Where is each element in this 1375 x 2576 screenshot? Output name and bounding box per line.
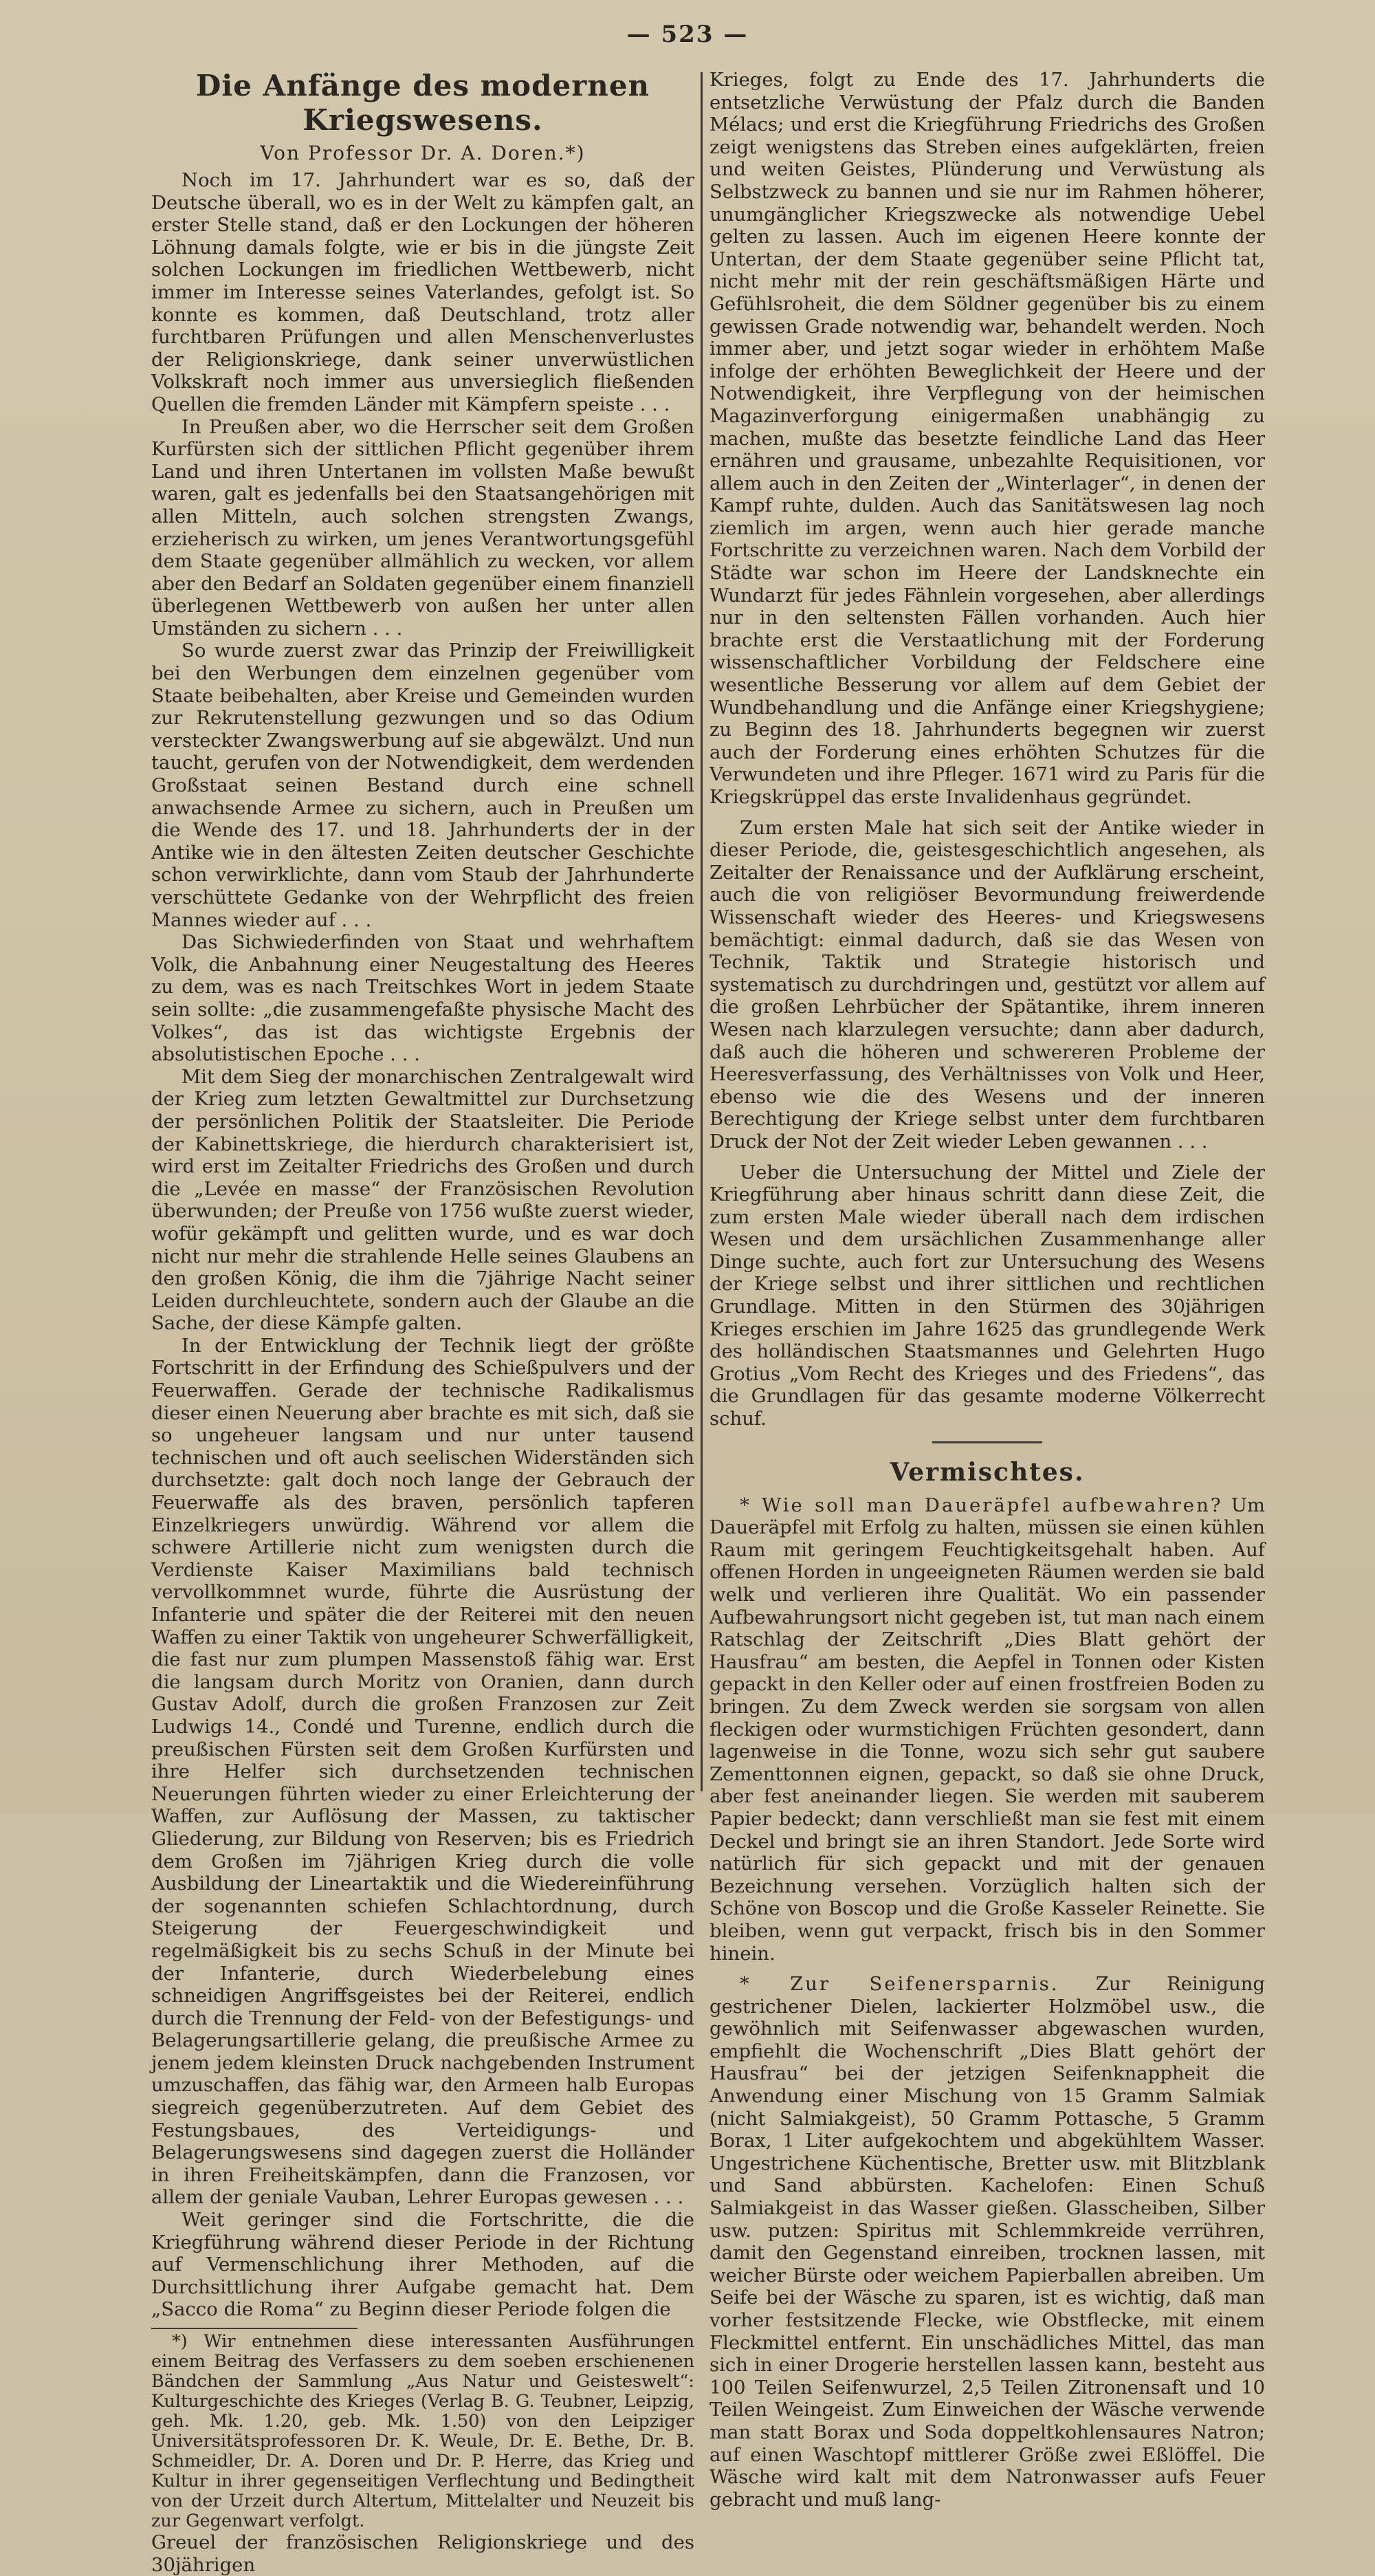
article-paragraph: Ueber die Untersuchung der Mittel und Ziele der Kriegführung aber hinaus schritt dann diese Zeit, die zum ersten Male wieder überall nach dem irdischen Wesen und dem ursächlichen Zusammenhange aller Dinge suchte, auch fort zur Untersuchung des Wesens der Kriege selbst und ihrer sittlichen und rechtlichen Grundlage. Mitten in den Stürmen des 30jährigen Krieges erschien im Jahre 1625 das grundlegende Werk des holländischen Staatsmannes und Gelehrten Hugo Grotius „Vom Recht des Krieges und des Friedens“, das die Grundlagen für das gesamte moderne Völkerrecht schuf. bbox=[710, 1161, 1265, 1430]
section-title-vermischtes: Vermischtes. bbox=[890, 1457, 1085, 1487]
right-column bbox=[710, 69, 1265, 2511]
article-paragraph: Krieges, folgt zu Ende des 17. Jahrhunderts die entsetzliche Verwüstung der Pfalz durch die Banden Mélacs; und erst die Kriegführung Friedrichs des Großen zeigt wenigstens das Streben eines aufgeklärten, freien und weiten Geistes, Plünderung und Verwüstung als Selbstzweck zu bannen und sie nur im Rahmen höherer, unumgänglicher Kriegszwecke als notwendige Uebel gelten zu lassen. Auch im eigenen Heere konnte der Untertan, der dem Staate gegenüber seine Pflicht tat, nicht mehr mit der rein geschäftsmäßigen Härte und Gefühlsroheit, die dem Söldner gegenüber bis zu einem gewissen Grade notwendig war, behandelt werden. Noch immer aber, und jetzt sogar wieder in erhöhtem Maße infolge der erhöhten Beweglichkeit der Heere und der Notwendigkeit, ihre Verpflegung von der heimischen Magazinverforgung einigermaßen unabhängig zu machen, mußte das besetzte feindliche Land das Heer ernähren und grausame, unbezahlte Requisitionen, vor allem auch in den Zeiten der „Winterlager“, in denen der Kampf ruhte, dulden. Auch das Sanitätswesen lag noch ziemlich im argen, wenn auch hier gerade manche Fortschritte zu verzeichnen waren. Nach dem Vorbild der Städte war schon im Heere der Landsknechte ein Wundarzt für jedes Fähnlein vorgesehen, aber allerdings nur in den seltensten Fällen vorhanden. Auch hier brachte erst die Verstaatlichung mit der Forderung wissenschaftlicher Vorbildung der Feldschere eine wesentliche Besserung vor allem auf dem Gebiet der Wundbehandlung und die Anfänge einer Kriegshygiene; zu Beginn des 18. Jahrhunderts begegnen wir zuerst auch der Forderung eines erhöhten Schutzes für die Verwundeten und ihre Pfleger. 1671 wird zu Paris für die Kriegskrüppel das erste Invalidenhaus gegründet. bbox=[710, 69, 1265, 808]
misc-item-text: Um Daueräpfel mit Erfolg zu halten, müssen sie einen kühlen Raum mit geringem Feuchtigkeitsgehalt haben. Auf offenen Horden in ungeeigneten Räumen werden sie bald welk und verlieren ihre Qualität. Wo ein passender Aufbewahrungsort nicht gegeben ist, tut man nach einem Ratschlag der Zeitschrift „Dies Blatt gehört der Hausfrau“ am besten, die Aepfel in Tonnen oder Kisten gepackt in den Keller oder auf einen frostfreien Boden zu bringen. Zu dem Zweck werden sie sorgsam von allen fleckigen oder wurmstichigen Früchten gesondert, dann lagenweise in die Tonne, wozu sich sehr gut saubere Zementtonnen eignen, gepackt, so daß sie ohne Druck, aber fest aneinander liegen. Sie werden mit sauberem Papier bedeckt; dann verschließt man sie fest mit einem Deckel und bringt sie an ihren Standort. Jede Sorte wird natürlich für sich gepackt und mit der genauen Bezeichnung versehen. Vorzüglich halten sich der Schöne von Boscop und die Große Kasseler Reinette. Sie bleiben, wenn gut verpackt, frisch bis in den Sommer hinein. bbox=[710, 1494, 1265, 1965]
article-paragraph: In Preußen aber, wo die Herrscher seit dem Großen Kurfürsten sich der sittlichen Pflicht gegenüber ihrem Land und ihren Untertanen im vollsten Maße bewußt waren, galt es jedenfalls bei den Staatsangehörigen mit allen Mitteln, auch solchen strengsten Zwangs, erzieherisch zu wirken, um jenes Verantwortungsgefühl dem Staate gegenüber allmählich zu wecken, vor allem aber den Bedarf an Soldaten gegenüber einem finanziell überlegenen Wettbewerb von außen her unter allen Umständen zu sichern . . . bbox=[151, 415, 694, 640]
article-paragraph: Zum ersten Male hat sich seit der Antike wieder in dieser Periode, die, geistesgeschichtlich angesehen, als Zeitalter der Renaissance und der Aufklärung erscheint, auch die von religiöser Bevormundung freiwerdende Wissenschaft wieder des Heeres- und Kriegswesens bemächtigt: einmal dadurch, daß sie das Wesen von Technik, Taktik und Strategie historisch und systematisch zu durchdringen und, gestützt vor allem auf die großen Lehrbücher der Spätantike, ihrem inneren Wesen nach klarzulegen versuchte; dann aber dadurch, daß auch die höheren und schwereren Probleme der Heeresverfassung, des Verhältnisses von Volk und Heer, ebenso wie die des Wesens und der inneren Berechtigung der Kriege selbst unter dem furchtbaren Druck der Not der Zeit wieder Leben gewannen . . . bbox=[710, 816, 1265, 1153]
article-author: Von Professor Dr. A. Doren.*) bbox=[260, 142, 586, 164]
article-paragraph: Mit dem Sieg der monarchischen Zentralgewalt wird der Krieg zum letzten Gewaltmittel zur Durchsetzung der persönlichen Politik der Staatsleiter. Die Periode der Kabinettskriege, die hierdurch charakterisiert ist, wird erst im Zeitalter Friedrichs des Großen und durch die „Levée en masse“ der Französischen Revolution überwunden; der Preuße von 1756 wußte zuerst wieder, wofür gekämpft und gelitten wurde, und es war doch nicht nur mehr die strahlende Helle seines Glaubens an den großen König, die ihm die 7jährige Nacht seiner Leiden durchleuchtete, sondern auch der Glaube an die Sache, der diese Kämpfe galten. bbox=[151, 1065, 694, 1335]
article-continuation-line: Greuel der französischen Religionskriege und des 30jährigen bbox=[151, 2531, 694, 2576]
article-end-rule bbox=[932, 1441, 1042, 1443]
footnote bbox=[151, 2332, 694, 2531]
column-divider bbox=[701, 72, 703, 1791]
misc-item-heading: * Wie soll man Daueräpfel aufbewahren? bbox=[740, 1494, 1223, 1516]
misc-item bbox=[710, 1494, 1265, 1965]
footnote-text: *) Wir entnehmen diese interessanten Ausführungen einem Beitrag des Verfassers zu dem soeben erschienenen Bändchen der Sammlung „Aus Natur und Geisteswelt“: Kulturgeschichte des Krieges (Verlag B. G. Teubner, Leipzig, geh. Mk. 1.20, geb. Mk. 1.50) von den Leipziger Universitätsprofessoren Dr. K. Weule, Dr. E. Bethe, Dr. B. Schmeidler, Dr. A. Doren und Dr. P. Herre, das Krieg und Kultur in ihrer gegenseitigen Verflechtung und Bedingtheit von der Urzeit durch Altertum, Mittelalter und Neuzeit bis zur Gegenwart verfolgt. bbox=[151, 2331, 694, 2531]
article-paragraph: Noch im 17. Jahrhundert war es so, daß der Deutsche überall, wo es in der Welt zu kämpfen galt, an erster Stelle stand, daß er den Lockungen der höheren Löhnung damals folgte, wie er bis in die jüngste Zeit solchen Lockungen im friedlichen Wettbewerb, nicht immer im Interesse seines Vaterlandes, gefolgt ist. So konnte es kommen, daß Deutschland, trotz aller furchtbaren Prüfungen und allen Menschenverlustes der Religionskriege, dank seiner unverwüstlichen Volkskraft noch immer aus unversieglich fließenden Quellen die fremden Länder mit Kämpfern speiste . . . bbox=[151, 169, 694, 415]
article-paragraph: In der Entwicklung der Technik liegt der größte Fortschritt in der Erfindung des Schießpulvers und der Feuerwaffen. Gerade der technische Radikalismus dieser einen Neuerung aber brachte es mit sich, daß sie so ungeheuer langsam und nur unter tausend technischen und oft auch seelischen Widerständen sich durchsetzte: galt doch noch lange der Gebrauch der Feuerwaffe als des braven, persönlich tapferen Einzelkriegers unwürdig. Während vor allem die schwere Artillerie nicht zum wenigsten durch die Verdienste Kaiser Maximilians bald technisch vervollkommnet wurde, führte die Ausrüstung der Infanterie und später die der Reiterei mit den neuen Waffen zu einer Taktik von ungeheurer Schwerfälligkeit, die fast nur zum plumpen Massenstoß fähig war. Erst die langsam durch Moritz von Oranien, dann durch Gustav Adolf, durch die großen Franzosen zur Zeit Ludwigs 14., Condé und Turenne, endlich durch die preußischen Fürsten seit dem Großen Kurfürsten und ihre Helfer sich durchsetzenden technischen Neuerungen führten wieder zu einer Erleichterung der Waffen, zur Auflösung der Massen, zu taktischer Gliederung, zur Bildung von Reserven; bis es Friedrich dem Großen im 7jährigen Krieg durch die volle Ausbildung der Lineartaktik und die Wiedereinführung der sogenannten schiefen Schlachtordnung, durch Steigerung der Feuergeschwindigkeit und regelmäßigkeit bis zu sechs Schuß in der Minute bei der Infanterie, durch Wiederbelebung eines schneidigen Angriffsgeistes bei der Reiterei, endlich durch die Trennung der Feld- von der Befestigungs- und Belagerungsartillerie gelang, die preußische Armee zu jenem jedem kleinsten Druck nachgebenden Instrument umzuschaffen, das fähig war, den Armeen halb Europas siegreich gegenüberzutreten. Auf dem Gebiet des Festungsbaues, des Verteidigungs- und Belagerungswesens sind dagegen zuerst die Holländer in ihren Freiheitskämpfen, dann die Franzosen, vor allem der geniale Vauban, Lehrer Europas gewesen . . . bbox=[151, 1334, 694, 2209]
misc-item-heading: * Zur Seifenersparnis. bbox=[740, 1973, 1059, 1996]
article-paragraph: Weit geringer sind die Fortschritte, die die Kriegführung während dieser Periode in der Richtung auf Vermenschlichung ihrer Methoden, auf die Durchsittlichung ihrer Aufgabe gemacht hat. Dem „Sacco die Roma“ zu Beginn dieser Periode folgen die bbox=[151, 2209, 694, 2321]
misc-item bbox=[710, 1973, 1265, 2511]
page-number: — 523 — bbox=[626, 21, 749, 48]
misc-item-text: Zur Reinigung gestrichener Dielen, lackierter Holzmöbel usw., die gewöhnlich mit Seifenwasser abgewaschen wurden, empfiehlt die Wochenschrift „Dies Blatt gehört der Hausfrau“ bei der jetzigen Seifenknappheit die Anwendung einer Mischung von 15 Gramm Salmiak (nicht Salmiakgeist), 50 Gramm Pottasche, 5 Gramm Borax, 1 Liter aufgekochtem und abgekühltem Wasser. Ungestrichene Küchentische, Bretter usw. mit Blitzblank und Sand abbürsten. Kachelofen: Einen Schuß Salmiakgeist in das Wasser gießen. Glasscheiben, Silber usw. putzen: Spiritus mit Schlemmkreide verrühren, damit den Gegenstand einreiben, trocknen lassen, mit weicher Bürste oder weichem Papierballen abreiben. Um Seife bei der Wäsche zu sparen, ist es wichtig, daß man vorher festsitzende Flecke, wie Obstflecke, mit einem Fleckmittel entfernt. Ein unschädliches Mittel, das man sich in einer Drogerie herstellen lassen kann, besteht aus 100 Teilen Seifenwurzel, 2,5 Teilen Zitronensaft und 10 Teilen Weingeist. Zum Einweichen der Wäsche verwende man statt Borax und Soda doppeltkohlensaures Natron; auf einen Waschtopf mittlerer Größe zwei Eßlöffel. Die Wäsche wird kalt mit dem Natronwasser aufs Feuer gebracht und muß lang- bbox=[710, 1973, 1265, 2511]
left-column bbox=[151, 69, 694, 2576]
article-paragraph: So wurde zuerst zwar das Prinzip der Freiwilligkeit bei den Werbungen dem einzelnen gegenüber vom Staate beibehalten, aber Kreise und Gemeinden wurden zur Rekrutenstellung gezwungen und so das Odium versteckter Zwangswerbung auf sie abgewälzt. Und nun taucht, gerufen von der Notwendigkeit, dem werdenden Großstaat seinen Bestand durch eine schnell anwachsende Armee zu sichern, auch in Preußen um die Wende des 17. und 18. Jahrhunderts der in der Antike wie in den ältesten Zeiten deutscher Geschichte schon verwirklichte, dann vom Staub der Jahrhunderte verschüttete Gedanke von der Wehrpflicht des freien Mannes wieder auf . . . bbox=[151, 640, 694, 931]
article-title: Die Anfänge des modernen Kriegswesens. bbox=[195, 69, 650, 137]
footnote-rule bbox=[151, 2328, 358, 2329]
article-paragraph: Das Sichwiederfinden von Staat und wehrhaftem Volk, die Anbahnung einer Neugestaltung des Heeres zu dem, was es nach Treitschkes Wort in jedem Staate sein sollte: „die zusammengefaßte physische Macht des Volkes“, das ist das wichtigste Ergebnis der absolutistischen Epoche . . . bbox=[151, 931, 694, 1066]
